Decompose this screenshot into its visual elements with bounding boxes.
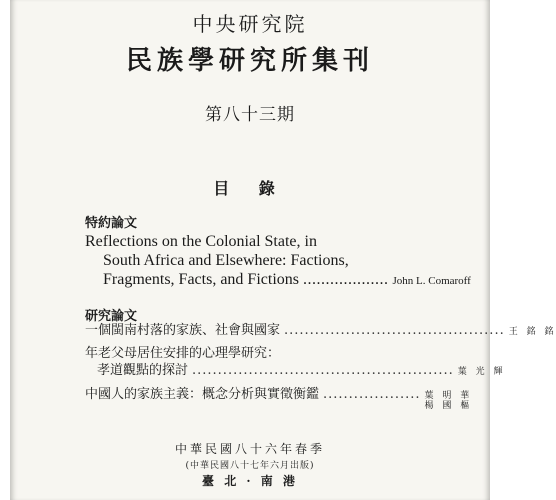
publication-date: 中華民國八十六年春季 [174, 442, 325, 456]
list-item [85, 322, 556, 341]
issue-number: 第八十三期 [205, 105, 295, 125]
research-article-3 [85, 386, 473, 411]
toc-heading: 目 錄 [213, 179, 287, 198]
publication-note: (中華民國八十七年六月出版) [185, 461, 315, 471]
article-author: 葉 明 華 [424, 391, 473, 401]
research-section-title: 研究論文 [85, 309, 138, 324]
research-article-1 [85, 322, 556, 341]
special-article-line-3-text: Fragments, Facts, and Fictions [103, 271, 299, 288]
dot-leader: ................... [302, 271, 389, 288]
journal-cover-page [10, 0, 556, 500]
article-title: 中國人的家族主義：概念分析與實徵衡鑑 [85, 387, 320, 402]
article-title: 年老父母居住安排的心理學研究： [85, 346, 281, 361]
dot-leader: ................... [323, 387, 421, 402]
article-subtitle: 孝道觀點的探討 [97, 363, 189, 378]
special-article [85, 232, 471, 291]
list-item [85, 386, 473, 411]
special-article-author: John L. Comaroff [392, 275, 471, 287]
institution-name: 中央研究院 [192, 12, 308, 36]
publication-place: 臺 北 · 南 港 [202, 474, 298, 488]
special-section-title: 特約論文 [85, 216, 138, 231]
special-article-line-2: South Africa and Elsewhere: Factions, [103, 252, 349, 269]
list-item [85, 362, 506, 381]
article-authors [425, 391, 473, 411]
article-author: 王 銘 銘 [508, 327, 556, 337]
special-article-line-1: Reflections on the Colonial State, in [85, 233, 317, 250]
dot-leader: ........................................... [284, 323, 505, 338]
article-title: 一個閩南村落的家族、社會與國家 [85, 323, 281, 338]
journal-title: 民族學研究所集刊 [125, 46, 374, 76]
article-author: 葉 光 輝 [457, 367, 506, 377]
research-article-2 [85, 345, 506, 381]
special-article-line-3 [85, 270, 471, 291]
list-item [85, 345, 445, 362]
article-author: 楊 國 樞 [424, 401, 473, 411]
dot-leader: ................................................... [192, 363, 454, 378]
